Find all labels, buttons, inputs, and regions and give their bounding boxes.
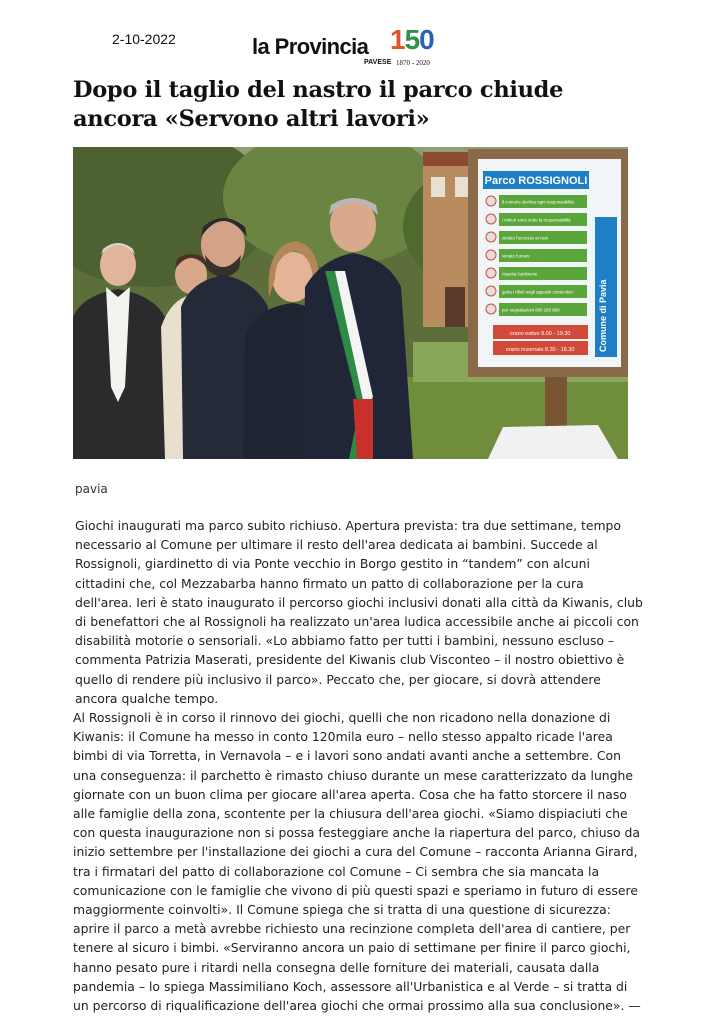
masthead-subtitle: PAVESE (364, 59, 392, 66)
newspaper-masthead (252, 26, 442, 70)
publication-date: 2-10-2022 (112, 31, 176, 47)
sign-rule-icon (486, 304, 496, 314)
sign-rule-text: rispetta l'ambiente (502, 271, 538, 277)
anniversary-logo: 150 (390, 24, 434, 55)
sign-rule-icon (486, 214, 496, 224)
sign-rule-icon (486, 196, 496, 206)
sign-rule-text: i minori sono sotto la responsabilità (502, 217, 571, 223)
article-paragraph-2: Al Rossignoli è in corso il rinnovo dei giochi, quelli che non ricadono nella donazione di Kiwanis: il Comune ha messo in conto 120mila euro – nello stesso appalto ricade l'area bimbi di via Torretta, in Vernavola – e i lavori sono andati avanti anche a settembre. Con una conseguenza: il parchetto è rimasto chiuso durante un mese caratterizzato da lunghe giornate con un buon clima per giocare all'area aperta. Cosa che ha fatto storcere il naso alle famiglie della zona, scontente per la chiusura dell'area giochi. «Siamo dispiaciuti che con questa inaugurazione non si possa festeggiare anche la riapertura del parco, chiuso da inizio settembre per l'installazione dei giochi a cura del Comune – racconta Arianna Girard, tra i firmatari del patto di collaborazione col Comune – Ci sembra che sia mancata la comunicazione con le famiglie che vivono di più questi spazi e speriamo in futuro di essere maggiormente coinvolti». Il Comune spiega che si tratta di una questione di sicurezza: aprire il parco a metà avrebbe richiesto una recinzione completa dell'area di cantiere, per tenere al sicuro i bimbi. «Serviranno ancora un paio di settimane per finire il parco giochi, hanno pesato pure i ritardi nella consegna delle forniture dei materiali, causata dalla pandemia – lo spiega Massimiliano Koch, assessore all'Urbanistica e al Verde – si tratta di un percorso di riqualificazione dell'area giochi che ormai prossimo alla sua conclusione». — (73, 710, 641, 1014)
sign-rule-icon (486, 232, 496, 242)
sign-rule-text: il comune declina ogni responsabilità (502, 199, 574, 205)
sign-hours-summer: orario estivo 8.00 - 19.30 (509, 331, 571, 337)
masthead-years: 1870 - 2020 (396, 59, 430, 67)
article-body (73, 516, 643, 1015)
sign-title: Parco ROSSIGNOLI (484, 175, 588, 187)
sign-side-label: Comune di Pavia (598, 279, 608, 352)
sign-rule-icon (486, 286, 496, 296)
article-paragraph-1: Giochi inaugurati ma parco subito richiuso. Apertura prevista: tra due settimane, tempo necessario al Comune per ultimare il resto dell'area dedicata ai bambini. Succede al Rossignoli, giardinetto di via Ponte vecchio in Borgo gestito in “tandem” con alcuni cittadini che, col Mezzabarba hanno firmato un patto di collaborazione per la cura dell'area. Ieri è stato inaugurato il percorso giochi inclusivi donati alla città da Kiwanis, club di benefattori che al Rossignoli ha realizzato un'area ludica accessibile anche ai piccoli con disabilità motorie o sensoriali. «Lo abbiamo fatto per tutti i bambini, nessuno escluso – commenta Patrizia Maserati, presidente del Kiwanis club Visconteo – il nostro obiettivo è quello di rendere più inclusivo il parco». Peccato che, per giocare, si dovrà attendere ancora qualche tempo. (75, 518, 643, 706)
sign-hours-winter: orario invernale 8.30 - 18.30 (505, 347, 575, 353)
sign-rule-text: getta i rifiuti negli appositi contenitori (502, 289, 573, 295)
sign-rule-text: vietato fumare (502, 253, 530, 259)
masthead-brand: la Provincia (252, 34, 369, 59)
sign-rule-text: vietato l'accesso ai cani (502, 235, 548, 241)
article-dateline: pavia (75, 482, 108, 496)
sign-rule-icon (486, 268, 496, 278)
article-headline: Dopo il taglio del nastro il parco chiude ancora «Servono altri lavori» (73, 77, 564, 132)
sign-rule-icon (486, 250, 496, 260)
sign-rule-text: per segnalazioni 800 193 860 (502, 307, 560, 313)
article-photo (73, 147, 628, 459)
